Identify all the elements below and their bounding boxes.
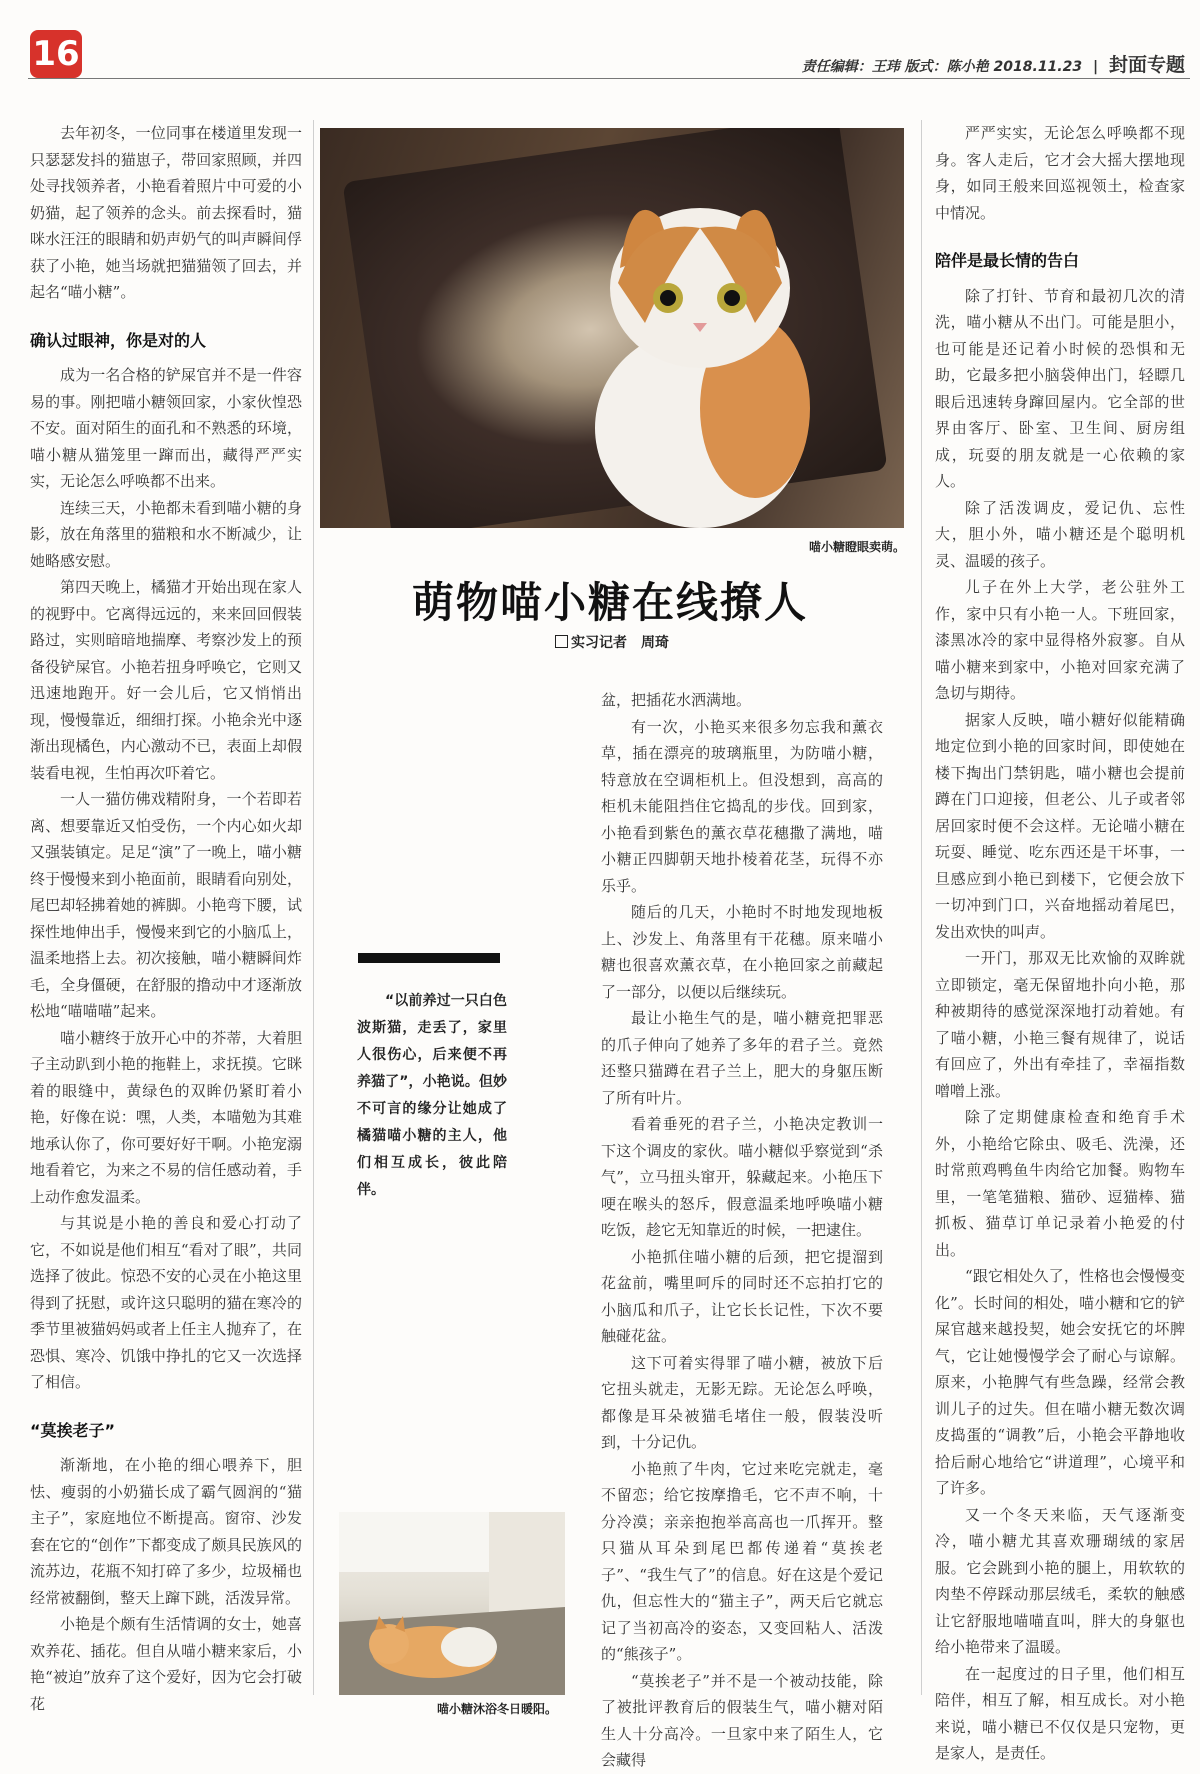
paragraph: 随后的几天，小艳时不时地发现地板上、沙发上、角落里有干花穗。原来喵小糖也很喜欢薰衣草，在小艳回家之前藏起了一部分，以便以后继续玩。 bbox=[601, 903, 883, 1001]
article-title: 萌物喵小糖在线撩人 bbox=[411, 578, 808, 627]
pull-quote-bar bbox=[358, 953, 500, 963]
paragraph: 喵小糖终于放开心中的芥蒂，大着胆子主动趴到小艳的拖鞋上，求抚摸。它眯着的眼缝中，黄绿色的双眸仍紧盯着小艳，好像在说：嘿，人类，本喵勉为其难地承认你了，你可要好好干啊。小艳宠溺地看着它，为来之不易的信任感动着，手上动作愈发温柔。 bbox=[30, 1028, 302, 1206]
paragraph: “莫挨老子”并不是一个被动技能，除了被批评教育后的假装生气，喵小糖对陌生人十分高冷。一旦家中来了陌生人，它会藏得 bbox=[601, 1671, 883, 1769]
header-separator: | bbox=[1092, 59, 1099, 75]
page-number: 16 bbox=[30, 30, 82, 78]
paragraph: 第四天晚上，橘猫才开始出现在家人的视野中。它离得远远的，来来回回假装路过，实则暗暗地揣摩、考察沙发上的预备役铲屎官。小艳若扭身呼唤它，它则又迅速地跑开。好一会儿后，它又悄悄出现，慢慢靠近，细细打探。小艳余光中逐渐出现橘色，内心激动不已，表面上却假装看电视，生怕再次吓着它。 bbox=[30, 578, 302, 782]
designer-credit: 版式：陈小艳 bbox=[904, 59, 989, 75]
paragraph: 在一起度过的日子里，他们相互陪伴，相互了解，相互成长。对小艳来说，喵小糖已不仅仅是只宠物，更是家人，是责任。 bbox=[935, 1664, 1185, 1762]
paragraph: “跟它相处久了，性格也会慢慢变化”。长时间的相处，喵小糖和它的铲屎官越来越投契，她会安抚它的坏脾气，它让她慢慢学会了耐心与谅解。原来，小艳脾气有些急躁，经常会教训儿子的过失。但在喵小糖无数次调皮捣蛋的“调教”后，小艳会平静地收拾后耐心地给它“讲道理”，心境平和了许多。 bbox=[935, 1267, 1185, 1497]
cat-illustration bbox=[550, 148, 850, 528]
paragraph: 看着垂死的君子兰，小艳决定教训一下这个调皮的家伙。喵小糖似乎察觉到“杀气”，立马扭头窜开，躲藏起来。小艳压下哽在喉头的怒斥，假意温柔地呼唤喵小糖吃饭，趁它无知靠近的时候，一把逮住。 bbox=[601, 1115, 883, 1239]
paragraph: 盆，把插花水洒满地。 bbox=[601, 691, 752, 709]
paragraph: 儿子在外上大学，老公驻外工作，家中只有小艳一人。下班回家，漆黑冰冷的家中显得格外寂寥。自从喵小糖来到家中，小艳对回家充满了急切与期待。 bbox=[935, 578, 1185, 702]
paragraph: 去年初冬，一位同事在楼道里发现一只瑟瑟发抖的猫崽子，带回家照顾，并四处寻找领养者，小艳看着照片中可爱的小奶猫，起了领养的念头。前去探看时，猫咪水汪汪的眼睛和奶声奶气的叫声瞬间俘获了小艳，她当场就把猫猫领了回去，并起名“喵小糖”。 bbox=[30, 124, 302, 301]
photo-caption: 喵小糖瞪眼卖萌。 bbox=[808, 540, 905, 554]
column-divider bbox=[313, 120, 314, 1695]
cat-photo-sunbathing bbox=[339, 1512, 565, 1695]
subheading: 陪伴是最长情的告白 bbox=[935, 251, 1080, 270]
article-column-1 bbox=[30, 120, 302, 1717]
issue-date: 2018.11.23 bbox=[993, 59, 1083, 75]
sunbathing-cat-illustration bbox=[339, 1512, 565, 1695]
header-rule bbox=[28, 78, 1190, 79]
paragraph: 严严实实，无论怎么呼唤都不现身。客人走后，它才会大摇大摆地现身，如同王般来回巡视领土，检查家中情况。 bbox=[935, 124, 1185, 222]
paragraph: 一开门，那双无比欢愉的双眸就立即锁定，毫无保留地扑向小艳，那种被期待的感觉深深地打动着她。有了喵小糖，小艳三餐有规律了，说话有回应了，外出有牵挂了，幸福指数噌噌上涨。 bbox=[935, 949, 1185, 1100]
paragraph: 小艳煎了牛肉，它过来吃完就走，毫不留恋；给它按摩撸毛，它不声不响，十分冷漠；亲亲抱抱举高高也一爪挥开。整只猫从耳朵到尾巴都传递着“莫挨老子”、“我生气了”的信息。好在这是个爱记仇，但忘性大的“猫主子”，两天后它就忘记了当初高冷的姿态，又变回粘人、活泼的“熊孩子”。 bbox=[601, 1459, 883, 1663]
paragraph: 最让小艳生气的是，喵小糖竟把罪恶的爪子伸向了她养了多年的君子兰。竟然还整只猫蹲在君子兰上，肥大的身躯压断了所有叶片。 bbox=[601, 1009, 883, 1107]
article-column-4 bbox=[935, 120, 1185, 1767]
article-column-3 bbox=[601, 687, 883, 1774]
paragraph: 这下可着实得罪了喵小糖，被放下后它扭头就走，无影无踪。无论怎么呼唤，都像是耳朵被猫毛堵住一般，假装没听到，十分记仇。 bbox=[601, 1353, 883, 1451]
paragraph: 一人一猫仿佛戏精附身，一个若即若离、想要靠近又怕受伤，一个内心如火却又强装镇定。足足“演”了一晚上，喵小糖终于慢慢来到小艳面前，眼睛看向别处，尾巴却轻拂着她的裤脚。小艳弯下腰，试探性地伸出手，慢慢来到它的小脑瓜上，温柔地搭上去。初次接触，喵小糖瞬间炸毛，全身僵硬，在舒服的撸动中才逐渐放松地“喵喵喵”起来。 bbox=[30, 790, 302, 1020]
paragraph: 小艳抓住喵小糖的后颈，把它提溜到花盆前，嘴里呵斥的同时还不忘拍打它的小脑瓜和爪子，让它长长记性，下次不要触碰花盆。 bbox=[601, 1247, 883, 1345]
pull-quote: “以前养过一只白色波斯猫，走丢了，家里人很伤心，后来便不再养猫了”，小艳说。但妙不可言的缘分让她成了橘猫喵小糖的主人，他们相互成长，彼此陪伴。 bbox=[357, 993, 507, 1198]
byline bbox=[555, 632, 669, 652]
paragraph: 除了定期健康检查和绝育手术外，小艳给它除虫、吸毛、洗澡，还时常煎鸡鸭鱼牛肉给它加餐。购物车里，一笔笔猫粮、猫砂、逗猫棒、猫抓板、猫草订单记录着小艳爱的付出。 bbox=[935, 1108, 1185, 1259]
photo-caption: 喵小糖沐浴冬日暖阳。 bbox=[437, 1702, 558, 1716]
section-name: 封面专题 bbox=[1108, 54, 1185, 76]
paragraph: 与其说是小艳的善良和爱心打动了它，不如说是他们相互“看对了眼”，共同选择了彼此。惊恐不安的心灵在小艳这里得到了抚慰，或许这只聪明的猫在寒冷的季节里被猫妈妈或者上任主人抛弃了，在恐惧、寒冷、饥饿中挣扎的它又一次选择了相信。 bbox=[30, 1214, 302, 1391]
byline-text: 实习记者 周琦 bbox=[571, 635, 669, 651]
paragraph: 渐渐地，在小艳的细心喂养下，胆怯、瘦弱的小奶猫长成了霸气圆润的“猫主子”，家庭地位不断提高。窗帘、沙发套在它的“创作”下都变成了颇具民族风的流苏边，花瓶不知打碎了多少，垃圾桶也经常被翻倒，整天上蹿下跳，活泼异常。 bbox=[30, 1456, 302, 1607]
cat-photo-main bbox=[320, 128, 904, 528]
paragraph: 除了打针、节育和最初几次的清洗，喵小糖从不出门。可能是胆小，也可能是还记着小时候的恐惧和无助，它最多把小脑袋伸出门，轻瞟几眼后迅速转身蹿回屋内。它全部的世界由客厅、卧室、卫生间、厨房组成，玩耍的朋友就是一心依赖的家人。 bbox=[935, 286, 1185, 490]
column-divider bbox=[921, 120, 922, 1695]
subheading: 确认过眼神，你是对的人 bbox=[30, 330, 207, 350]
editor-credit: 责任编辑：王玮 bbox=[801, 59, 900, 75]
paragraph: 连续三天，小艳都未看到喵小糖的身影，放在角落里的猫粮和水不断减少，让她略感安慰。 bbox=[30, 498, 302, 570]
paragraph: 据家人反映，喵小糖好似能精确地定位到小艳的回家时间，即使她在楼下掏出门禁钥匙，喵小糖也会提前蹲在门口迎接，但老公、儿子或者邻居回家时便不会这样。无论喵小糖在玩耍、睡觉、吃东西还是干坏事，一旦感应到小艳已到楼下，它便会放下一切冲到门口，兴奋地摇动着尾巴，发出欢快的叫声。 bbox=[935, 710, 1185, 941]
paragraph: 有一次，小艳买来很多勿忘我和薰衣草，插在漂亮的玻璃瓶里，为防喵小糖，特意放在空调柜机上。但没想到，高高的柜机未能阻挡住它捣乱的步伐。回到家，小艳看到紫色的薰衣草花穗撒了满地，喵小糖正四脚朝天地扑棱着花茎，玩得不亦乐乎。 bbox=[601, 717, 883, 895]
byline-box-icon bbox=[555, 635, 568, 648]
paragraph: 除了活泼调皮，爱记仇、忘性大，胆小外，喵小糖还是个聪明机灵、温暖的孩子。 bbox=[935, 498, 1185, 570]
paragraph: 又一个冬天来临，天气逐渐变冷，喵小糖尤其喜欢珊瑚绒的家居服。它会跳到小艳的腿上，用软软的肉垫不停踩动那层绒毛，柔软的触感让它舒服地喵喵直叫，胖大的身躯也给小艳带来了温暖。 bbox=[935, 1505, 1185, 1656]
paragraph: 成为一名合格的铲屎官并不是一件容易的事。刚把喵小糖领回家，小家伙惶恐不安。面对陌生的面孔和不熟悉的环境，喵小糖从猫笼里一蹿而出，藏得严严实实，无论怎么呼唤都不出来。 bbox=[30, 366, 302, 490]
paragraph: 小艳是个颇有生活情调的女士，她喜欢养花、插花。但自从喵小糖来家后，小艳“被迫”放弃了这个爱好，因为它会打破花 bbox=[30, 1615, 302, 1713]
page-header bbox=[802, 50, 1185, 77]
subheading: “莫挨老子” bbox=[30, 1420, 116, 1440]
